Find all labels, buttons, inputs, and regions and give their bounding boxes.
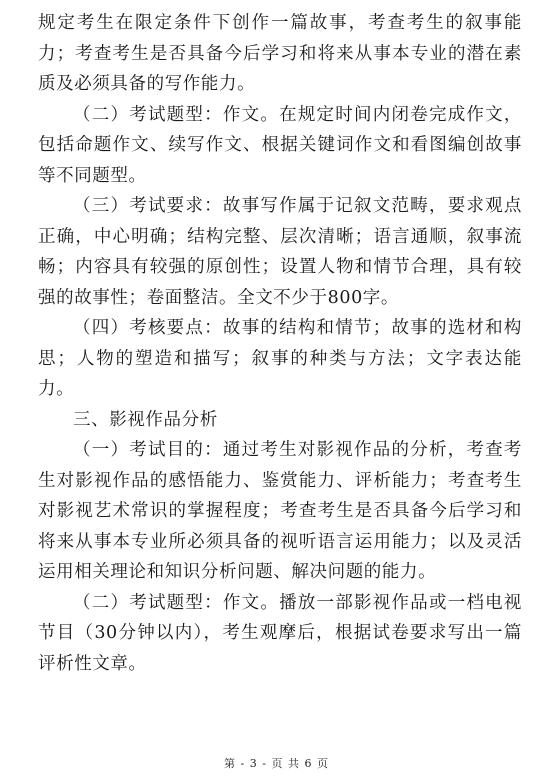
paragraph-story-assessment-points: （四）考核要点：故事的结构和情节；故事的选材和构思；人物的塑造和描写；叙事的种类与方法；文字表达能力。 xyxy=(38,318,522,399)
paragraph-story-exam-requirements: （三）考试要求：故事写作属于记叙文范畴，要求观点正确，中心明确；结构完整、层次清晰；语言通顺，叙事流畅；内容具有较强的原创性；设置人物和情节合理，具有较强的故事性；卷面整洁。全文不少于800字。 xyxy=(38,196,522,308)
page-number-footer: 第 - 3 - 页 共 6 页 xyxy=(224,757,329,770)
paragraph-film-exam-type: （二）考试题型：作文。播放一部影视作品或一档电视节目（30分钟以内），考生观摩后，根据试卷要求写出一篇评析性文章。 xyxy=(38,592,522,674)
paragraph-film-exam-purpose: （一）考试目的：通过考生对影视作品的分析，考查考生对影视作品的感悟能力、鉴赏能力、评析能力；考查考生对影视艺术常识的掌握程度；考查考生是否具备今后学习和将来从事本专业所必须具备的视听语言运用能力；以及灵活运用相关理论和知识分析问题、解决问题的能力。 xyxy=(38,440,522,582)
paragraph-narrative-purpose-continued: 规定考生在限定条件下创作一篇故事，考查考生的叙事能力；考查考生是否具备今后学习和将来从事本专业的潜在素质及必须具备的写作能力。 xyxy=(38,13,522,94)
section-heading-film-analysis: 三、影视作品分析 xyxy=(73,409,218,430)
paragraph-story-exam-type: （二）考试题型：作文。在规定时间内闭卷完成作文，包括命题作文、续写作文、根据关键词作文和看图编创故事等不同题型。 xyxy=(38,104,522,186)
document-body xyxy=(38,8,522,679)
